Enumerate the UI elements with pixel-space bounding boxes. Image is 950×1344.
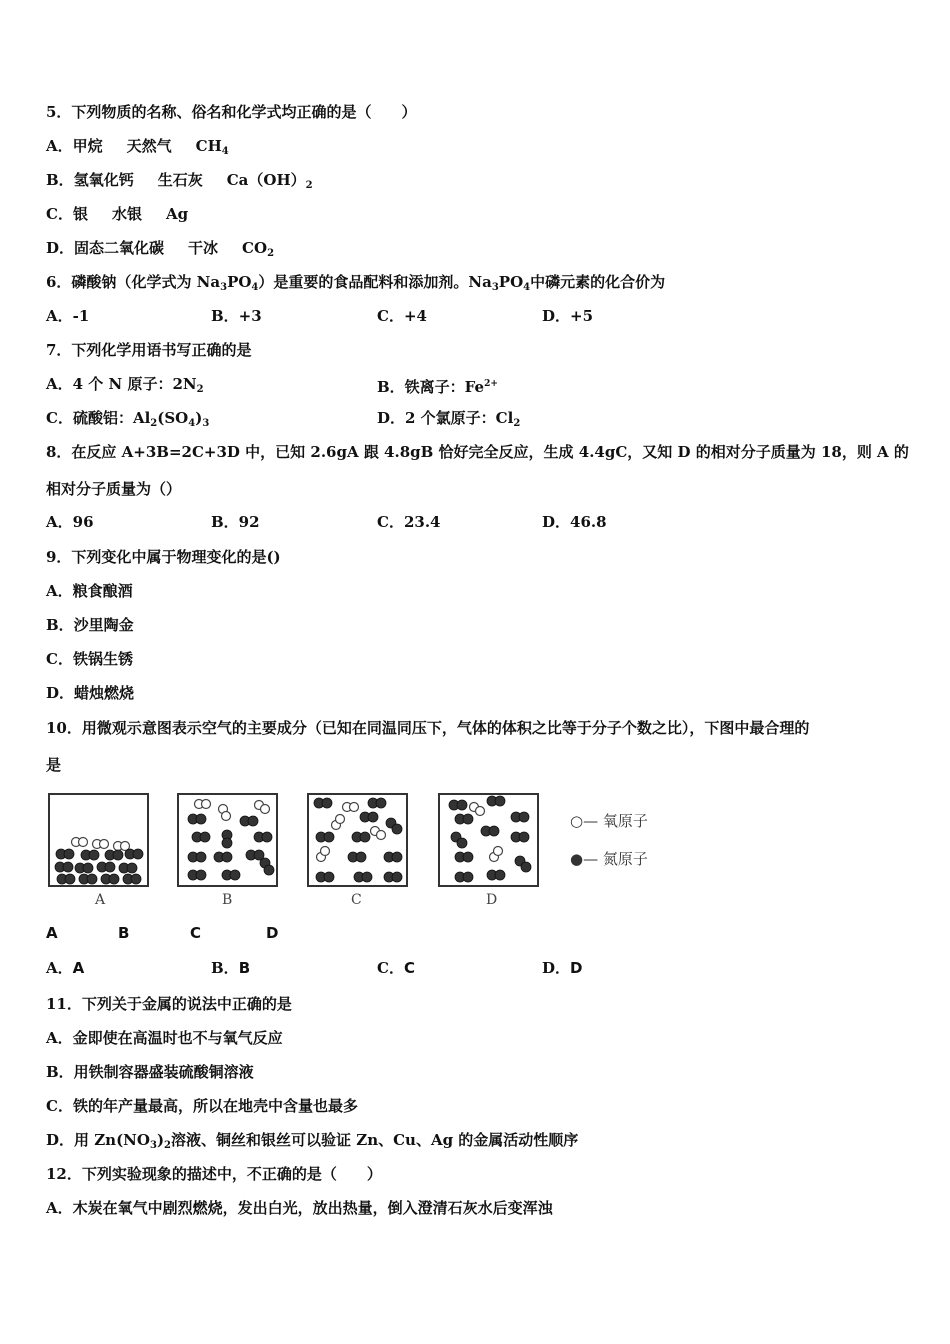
diagram-c-molecules (309, 795, 406, 885)
diagram-box-c (307, 793, 408, 887)
q7-option-d (377, 408, 520, 434)
q7-d-sub: 2 (513, 418, 521, 429)
q5-d-name: 固态二氧化碳 (74, 239, 165, 257)
q5-b-label: B． (46, 171, 74, 189)
diagram-box-d (438, 793, 539, 887)
q6-option-c: C．+4 (377, 307, 427, 325)
q5-d-label: D． (46, 239, 75, 257)
q5-a-formula: CH (195, 137, 222, 155)
q5-a-formula-sub: 4 (221, 146, 229, 157)
q10-option-letter: B (238, 959, 251, 977)
diagram-d-molecules (440, 795, 537, 885)
q10-caption-c: C (190, 924, 202, 942)
q10-option-letter: A (72, 959, 85, 977)
q5-a-label: A． (46, 137, 73, 155)
q5-b-name: 氢氧化钙 (73, 171, 134, 189)
legend-nitrogen: ●— 氮原子 (570, 850, 648, 868)
q8-option-d: D．46.8 (542, 513, 607, 531)
q5-c-formula: Ag (165, 205, 189, 223)
q5-stem: 5．下列物质的名称、俗名和化学式均正确的是（ ） (46, 103, 417, 121)
diagram-box-b (177, 793, 278, 887)
q7-a-text: A．4 个 N 原子：2N (46, 375, 197, 393)
q5-a-name: 甲烷 (72, 137, 103, 155)
q7-option-b (377, 374, 498, 397)
q10-stem-line2: 是 (46, 756, 62, 774)
q6-stem-part: PO (227, 273, 252, 291)
q9-stem: 9．下列变化中属于物理变化的是() (46, 548, 281, 566)
q7-c-text: (SO (157, 409, 189, 427)
q7-c-sub: 3 (202, 418, 210, 429)
q7-stem: 7．下列化学用语书写正确的是 (46, 341, 252, 359)
q7-a-sub: 2 (196, 384, 204, 395)
q10-option-prefix: B． (211, 959, 239, 977)
q5-b-common: 生石灰 (157, 171, 203, 189)
q5-option-d (46, 238, 274, 264)
q11-d-sub: 3 (149, 1140, 157, 1151)
q5-d-formula-sub: 2 (267, 248, 275, 259)
q10-option-a (46, 958, 84, 978)
q7-c-text: C．硫酸铝：Al (46, 409, 151, 427)
q6-stem-sub: 3 (220, 282, 228, 293)
q11-d-text: 溶液、铜丝和银丝可以验证 Zn、Cu、Ag 的金属活动性顺序 (171, 1131, 579, 1149)
q10-option-b (211, 958, 250, 978)
q8-option-b: B．92 (211, 513, 260, 531)
diagram-label-c: C (351, 892, 362, 908)
q6-stem (46, 272, 665, 298)
q5-a-common: 天然气 (126, 137, 172, 155)
q6-stem-part: PO (498, 273, 524, 291)
q6-stem-sub: 4 (523, 282, 531, 293)
q9-option-b: B．沙里陶金 (46, 616, 134, 634)
q9-option-c: C．铁锅生锈 (46, 650, 133, 668)
q7-c-sub: 4 (188, 418, 196, 429)
q10-caption-a: A (46, 924, 58, 942)
q8-stem-line2: 相对分子质量为（） (46, 480, 182, 498)
q6-option-a: A．-1 (46, 307, 90, 325)
q6-option-d: D．+5 (542, 307, 594, 325)
q6-stem-part: 中磷元素的化合价为 (530, 273, 666, 291)
diagram-box-a (48, 793, 149, 887)
q5-option-c (46, 204, 188, 224)
q5-b-formula-sub: 2 (305, 180, 313, 191)
q8-option-c: C．23.4 (377, 513, 441, 531)
q5-b-formula: Ca（OH） (226, 171, 306, 189)
q5-c-name: 银 (72, 205, 88, 223)
q10-caption-d: D (266, 924, 279, 942)
q10-option-prefix: D． (542, 959, 571, 977)
q11-d-sub: 2 (164, 1140, 172, 1151)
q7-d-text: D．2 个氯原子：Cl (377, 409, 514, 427)
q11-option-c: C．铁的年产量最高，所以在地壳中含量也最多 (46, 1097, 358, 1115)
q6-stem-part: ）是重要的食品配料和添加剂。Na (258, 273, 492, 291)
diagram-label-b: B (222, 892, 233, 908)
q10-option-c (377, 958, 415, 978)
q7-b-text: B．铁离子：Fe (377, 378, 485, 396)
q5-option-a (46, 136, 229, 162)
q5-d-common: 干冰 (188, 239, 219, 257)
q8-option-a: A．96 (46, 513, 94, 531)
diagram-label-a: A (95, 892, 106, 908)
q11-option-d (46, 1130, 578, 1156)
q6-stem-sub: 3 (491, 282, 499, 293)
q11-option-a: A．金即使在高温时也不与氧气反应 (46, 1029, 283, 1047)
q11-stem: 11．下列关于金属的说法中正确的是 (46, 995, 292, 1013)
q12-stem: 12．下列实验现象的描述中，不正确的是（ ） (46, 1165, 382, 1183)
q9-option-d: D．蜡烛燃烧 (46, 684, 135, 702)
q10-option-prefix: C． (377, 959, 404, 977)
q9-option-a: A．粮食酿酒 (46, 582, 133, 600)
q5-d-formula: CO (242, 239, 268, 257)
q6-stem-sub: 4 (251, 282, 259, 293)
q7-c-text: ) (195, 409, 203, 427)
q5-option-b (46, 170, 313, 196)
q5-c-label: C． (46, 205, 73, 223)
diagram-label-d: D (486, 892, 498, 908)
q6-option-b: B．+3 (211, 307, 262, 325)
diagram-a-molecules (50, 795, 147, 885)
q6-stem-part: 6．磷酸钠（化学式为 Na (46, 273, 221, 291)
q7-b-sup: 2+ (484, 379, 498, 389)
q10-option-prefix: A． (46, 959, 73, 977)
q7-option-a (46, 374, 204, 400)
q7-option-c (46, 408, 209, 434)
q10-stem-line1: 10．用微观示意图表示空气的主要成分（已知在同温同压下，气体的体积之比等于分子个数之比），下图中最合理的 (46, 719, 810, 737)
q11-d-text: D．用 Zn(NO (46, 1131, 150, 1149)
q10-option-d (542, 958, 582, 978)
q11-option-b: B．用铁制容器盛装硫酸铜溶液 (46, 1063, 254, 1081)
q10-option-letter: C (403, 959, 415, 977)
q7-c-sub: 2 (150, 418, 158, 429)
diagram-b-molecules (179, 795, 276, 885)
q10-option-letter: D (570, 959, 583, 977)
legend-oxygen: ○— 氧原子 (570, 812, 648, 830)
q10-caption-b: B (118, 924, 130, 942)
q11-d-text: ) (156, 1131, 165, 1149)
q5-c-common: 水银 (111, 205, 142, 223)
q8-stem-line1: 8．在反应 A+3B=2C+3D 中，已知 2.6gA 跟 4.8gB 恰好完全反应，生成 4.4gC，又知 D 的相对分子质量为 18，则 A 的 (46, 443, 909, 461)
q12-option-a: A．木炭在氧气中剧烈燃烧，发出白光，放出热量，倒入澄清石灰水后变浑浊 (46, 1199, 553, 1217)
